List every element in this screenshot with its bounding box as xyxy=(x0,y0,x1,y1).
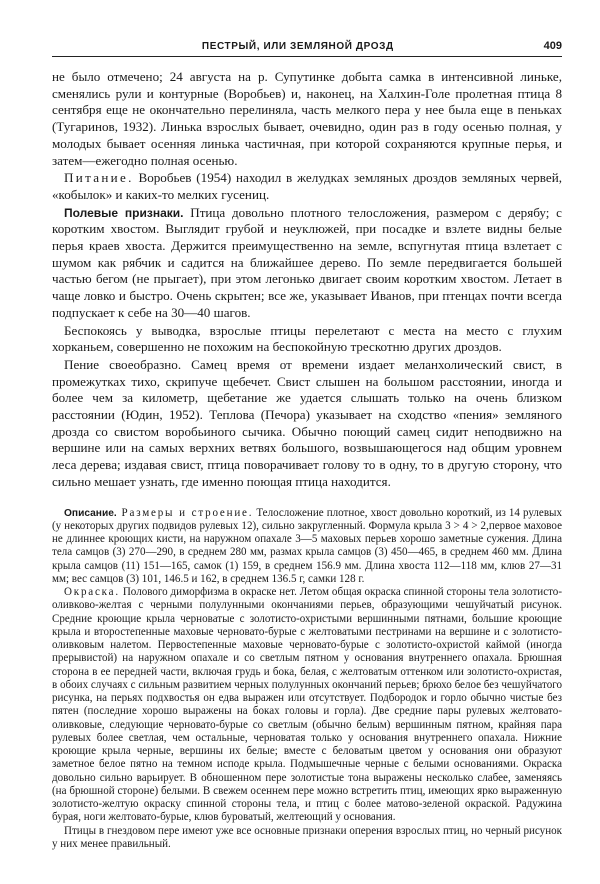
main-text xyxy=(52,69,562,491)
paragraph-molt: не было отмечено; 24 августа на р. Супутинке добыта самка в интенсивной линьке, сменялись рули и контурные (Воробьев) и, наконец, на Халхин-Голе пролетная птица 8 сентября еще не окончательно перелиняла, часть мелкого пера у нее была еще в пеньках (Тугаринов, 1932). Линька взрослых бывает, очевидно, один раз в году осенью полная, у молодых бывает осенняя линька частичная, при которой сохраняются крупные перья, и затем—ежегодно полная осенью. xyxy=(52,69,562,168)
size-subheading: Размеры и строение. xyxy=(116,506,254,519)
page-number: 409 xyxy=(543,40,562,52)
paragraph-field-marks xyxy=(52,205,562,322)
description-juvenile: Птицы в гнездовом пере имеют уже все основные признаки оперения взрослых птиц, но черный рисунок у них менее правильный. xyxy=(52,824,562,850)
coloration-subheading: Окраска. xyxy=(64,586,120,599)
description-size xyxy=(52,507,562,587)
field-marks-heading: Полевые признаки. xyxy=(64,205,184,220)
paragraph-diet xyxy=(52,170,562,203)
paragraph-song: Пение своеобразно. Самец время от времени издает меланхолический свист, в промежутках тихо, скрипуче щебечет. Свист слышен на большом расстоянии, иногда и более чем за километр, щебетание же удается слышать только на очень близком расстоянии (Юдин, 1952). Теплова (Печора) указывает на сходство «пения» земляного дрозда со свистом воробьиного сычика. Обычно поющий самец сидит неподвижно на вершине или на самых верхних ветвях большого, возвышающегося над общим уровнем леса дерева; издавая свист, птица поворачивает голову то в одну, то в другую сторону, что сильно мешает узнать, где именно поющая птица находится. xyxy=(52,356,562,489)
running-header xyxy=(52,40,562,57)
field-marks-text: Птица довольно плотного телосложения, размером с дерябу; с коротким хвостом. Выглядит грубой и неуклюжей, при посадке и взлете видны белые перья краев хвоста. Держится преимущественно на земле, вспугнутая птица взлетает с шумом как рябчик и садится на ближайшее дерево. По земле передвигается большей частью бегом (не прыгает), при этом легонько двигает своим коротким хвостом. Летает в чаще ловко и быстро. Очень скрытен; все же, указывает Иванов, при птенцах почти всегда подпускает к себе на 30—40 шагов. xyxy=(52,204,562,320)
diet-heading: Питание. xyxy=(64,170,134,186)
size-text: Телосложение плотное, хвост довольно короткий, из 14 рулевых (у некоторых других подвидов рулевых 12), сильно закругленный. Формула крыла 3 > 4 > 2,первое маховое не длиннее кроющих кисти, на наружном опахале 3—5 маховых перьев хорошо заметные сужения. Длина тела самцов (3) 270—290, в среднем 280 мм, размах крыла самцов (3) 450—465, в среднем 460 мм. Длина крыла самцов (11) 151—165, самок (1) 159, в среднем 156.9 мм. Длина хвоста 112—118 мм, клюв 27—31 мм; вес самцов (3) 101, 146.5 и 162, в среднем 136.5 г, самки 128 г. xyxy=(52,506,562,585)
description-coloration xyxy=(52,586,562,825)
coloration-text: Полового диморфизма в окраске нет. Летом общая окраска спинной стороны тела золотисто-оливково-желтая с черными полулунными окончаниями перьев, образующими чешуйчатый рисунок. Средние кроющие крыла черноватые с золотисто-охристыми вершинными пятнами, большие кроющие крыла и второстепенные маховые черновато-бурые с желтоватыми пестринами на вершине и с золотисто-оливковым налетом. Первостепенные маховые черновато-бурые с золотисто-охристой каймой (иногда прерывистой) на наружном опахале и со светлым пятном у основания внутреннего опахала. Брюшная сторона в ее передней части, включая грудь и бока, белая, с желтоватым оттенком или золотисто-охристая, в обоих случаях с сильным развитием черных полулунных окончаний перьев; брюхо белое без чешуйчатого рисунка, на перьях подхвостья он едва выражен или отсутствует. Подбородок и горло обычно чистые без пятен (последние хорошо выражены на боках головы и горла). Две средние пары рулевых желтовато-оливковые, следующие черновато-бурые со светлым (обычно белым) вершинным пятном, крайняя пара рулевых более светлая, чем остальные, черноватая только у основания внутреннего опахала. Нижние кроющие крыла черные, вершины их белые; вместе с беловатым цветом у основания они образуют заметное белое пятно на темном исподе крыла. Подмышечные черные с белыми основаниями. Окраска довольно сильно варьирует. В обношенном пере золотистые тона выражены несколько слабее, заменяясь (на брюшной стороне) белыми. В свежем осеннем пере можно встретить птиц, имеющих ярко выраженную золотисто-желтую окраску спинной стороны тела, и птиц с более матово-зеленой окраской. Радужина бурая, ноги желтовато-бурые, клюв буроватый, желтеющий у основания. xyxy=(52,586,562,824)
running-title: ПЕСТРЫЙ, ИЛИ ЗЕМЛЯНОЙ ДРОЗД xyxy=(201,41,394,52)
diet-text: Воробьев (1954) находил в желудках земляных дроздов земляных червей, «кобылок» и каких-то мелких гусениц. xyxy=(52,170,562,202)
description-heading: Описание. xyxy=(64,507,117,519)
book-page xyxy=(52,40,562,851)
paragraph-alarm: Беспокоясь у выводка, взрослые птицы перелетают с места на место с глухим хорканьем, совершенно не похожим на беспокойную трескотню других дроздов. xyxy=(52,322,562,355)
description-section xyxy=(52,507,562,852)
